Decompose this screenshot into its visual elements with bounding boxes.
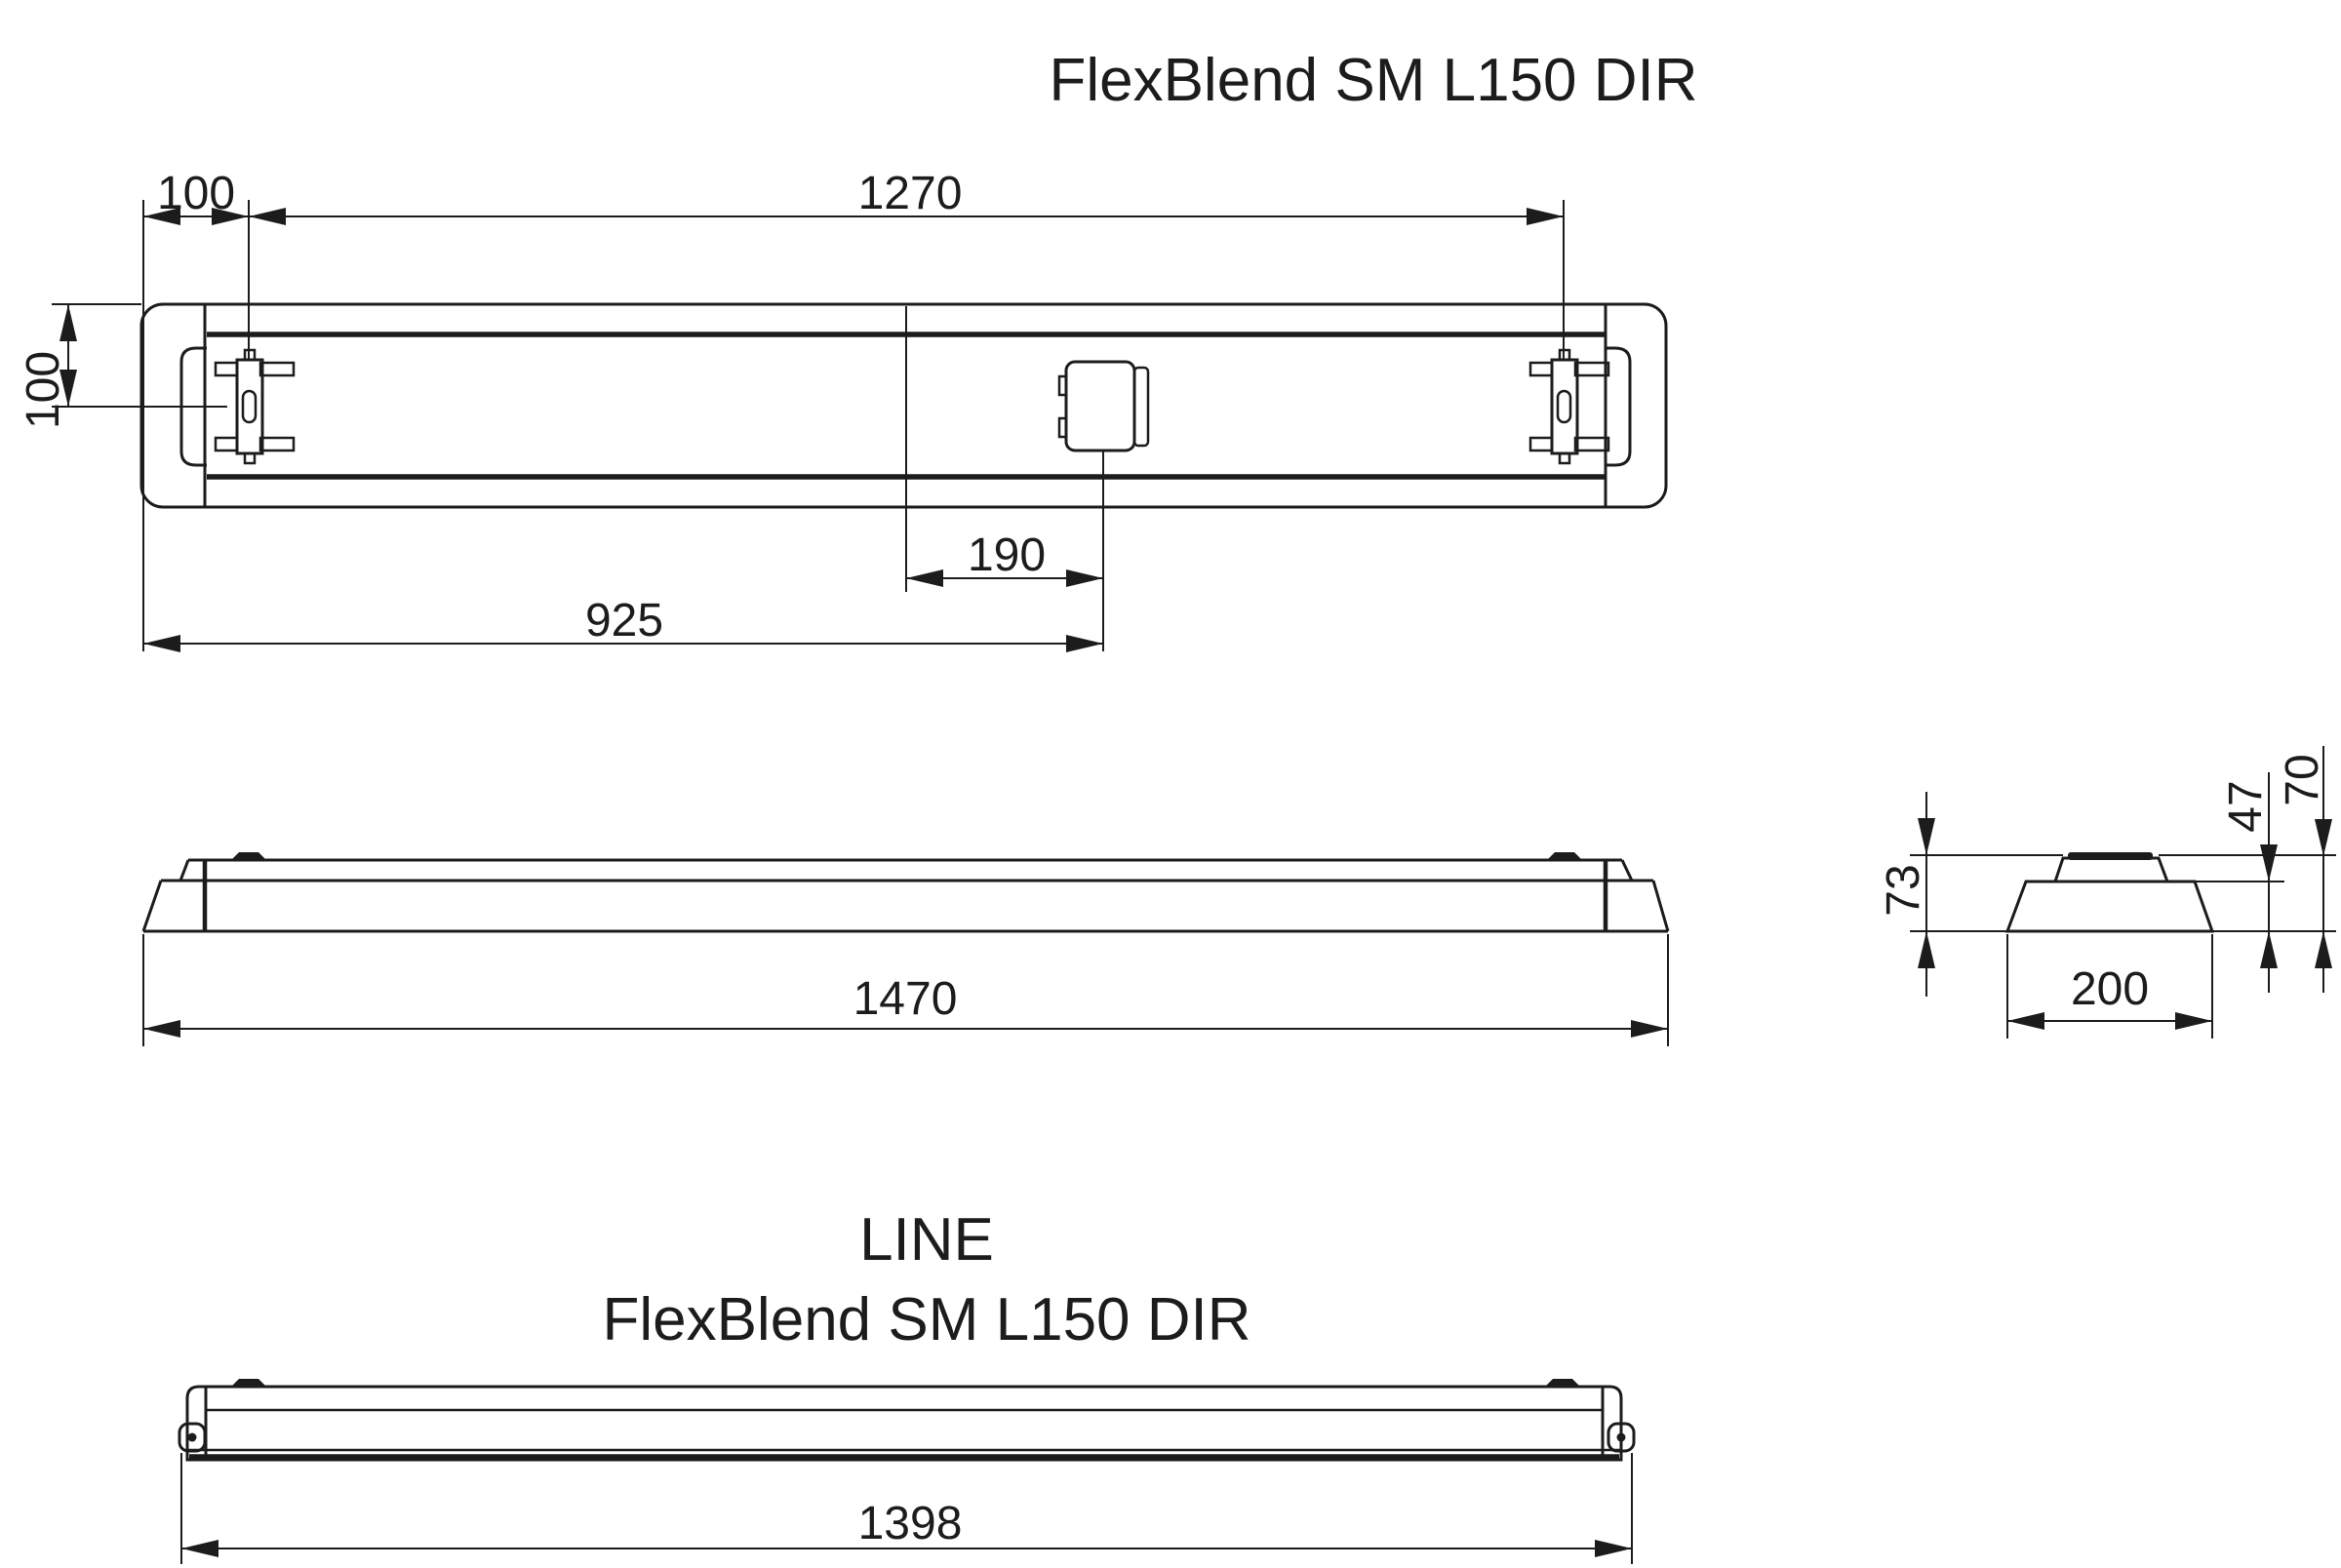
end-bracket-left <box>179 1424 205 1451</box>
dim-label-1470: 1470 <box>853 973 958 1025</box>
end-view-base-profile <box>2007 882 2212 931</box>
bracket-wing <box>1530 438 1552 451</box>
cable-entry-nub <box>1059 376 1066 395</box>
dim-label-1270: 1270 <box>857 168 963 219</box>
arrow-right <box>1066 635 1103 652</box>
dim-label-70: 70 <box>2277 754 2328 806</box>
bracket-slot <box>1558 391 1570 422</box>
top-view <box>18 168 1666 652</box>
bracket-wing <box>260 438 294 451</box>
dimension-925 <box>143 595 1103 652</box>
side-view-top-slant-left <box>180 860 188 881</box>
dimension-190 <box>906 529 1103 587</box>
dimension-73 <box>1878 792 1935 997</box>
dimension-vertical-100 <box>18 304 227 429</box>
line-variant-label: LINE <box>859 1206 994 1274</box>
bracket-wing <box>1530 363 1552 375</box>
bracket-slot <box>243 391 256 422</box>
dim-label-100-vertical: 100 <box>18 350 69 430</box>
bracket-wing <box>216 438 237 451</box>
arrow-left <box>2007 1012 2044 1030</box>
dim-label-47: 47 <box>2220 780 2272 833</box>
arrow-up <box>60 304 77 341</box>
arrow-left <box>906 569 943 587</box>
mounting-bracket-right <box>1530 350 1608 463</box>
arrow-down <box>2315 819 2332 856</box>
dim-label-73: 73 <box>1878 864 1929 917</box>
ceiling-clip-left <box>232 852 265 859</box>
arrow-right <box>1595 1540 1632 1557</box>
arrow-up <box>1918 931 1935 968</box>
arrow-down <box>1918 818 1935 855</box>
dimension-1398 <box>181 1453 1632 1564</box>
main-title: FlexBlend SM L150 DIR <box>1049 47 1698 114</box>
bracket-wing <box>1575 363 1608 375</box>
line-variant-model: FlexBlend SM L150 DIR <box>602 1286 1251 1353</box>
arrow-up <box>2315 931 2332 968</box>
side-view <box>143 852 1668 1046</box>
arrow-left <box>143 1020 180 1038</box>
dimension-70 <box>2277 746 2332 993</box>
arrow-left <box>249 208 286 225</box>
arrow-up <box>2260 931 2278 968</box>
dimension-top <box>143 168 1564 225</box>
dim-label-200: 200 <box>2070 963 2150 1015</box>
bracket-body <box>237 360 262 453</box>
dim-label-100: 100 <box>156 168 236 219</box>
arrow-left <box>143 635 180 652</box>
dimension-200 <box>2007 934 2212 1039</box>
side-view-base-slant-right <box>1653 881 1668 931</box>
ceiling-clip-left <box>232 1379 265 1386</box>
arrow-right <box>1527 208 1564 225</box>
arrow-right <box>1631 1020 1668 1038</box>
dim-label-190: 190 <box>967 529 1047 581</box>
arrow-down <box>2260 844 2278 882</box>
end-view <box>1878 746 2336 1039</box>
dim-label-925: 925 <box>584 595 664 647</box>
arrow-left <box>181 1540 218 1557</box>
end-bracket-hole <box>188 1433 197 1442</box>
side-view-top-slant-right <box>1622 860 1632 881</box>
end-view-box-profile <box>2055 858 2167 882</box>
line-view <box>179 1379 1634 1564</box>
ceiling-clip-right <box>1548 852 1581 859</box>
dimension-1470 <box>143 934 1668 1046</box>
arrow-right <box>2175 1012 2212 1030</box>
end-bracket-hole <box>1617 1433 1626 1442</box>
cable-entry-flange <box>1134 368 1148 446</box>
bracket-wing <box>260 363 294 375</box>
bracket-body <box>1552 360 1577 453</box>
arrow-right <box>1066 569 1103 587</box>
cable-entry-body <box>1066 362 1134 451</box>
cable-entry-box <box>1059 362 1148 451</box>
ceiling-clip-right <box>1546 1379 1579 1386</box>
bracket-wing <box>1575 438 1608 451</box>
end-view-mounting-cap <box>2068 852 2153 860</box>
dim-label-1398: 1398 <box>857 1498 963 1549</box>
bracket-wing <box>216 363 237 375</box>
cable-entry-nub <box>1059 418 1066 437</box>
side-view-base-slant-left <box>143 881 161 931</box>
